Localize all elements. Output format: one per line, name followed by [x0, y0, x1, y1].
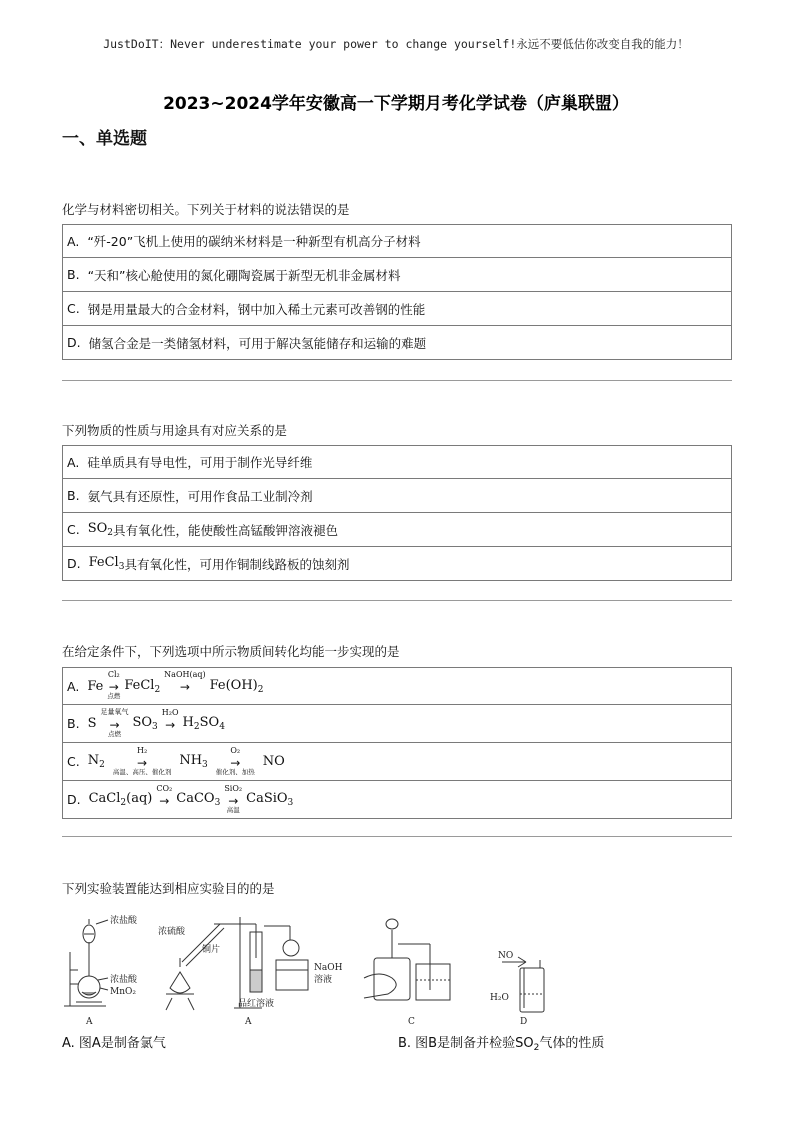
q1-option-b[interactable]	[62, 258, 732, 292]
formula	[89, 555, 125, 572]
subscript: 3	[118, 562, 125, 572]
option-text: 钢是用量最大的合金材料，钢中加入稀土元素可改善钢的性能	[87, 301, 426, 317]
label-mno2: MnO₂	[110, 987, 136, 997]
reagent: Cl₂	[107, 670, 120, 679]
substance	[89, 791, 153, 808]
subscript: 2	[193, 722, 200, 732]
q3-option-c[interactable]	[62, 743, 732, 781]
q1-option-a[interactable]	[62, 224, 732, 258]
option-letter: D.	[67, 335, 81, 350]
question-1-stem: 化学与材料密切相关。下列关于材料的说法错误的是	[62, 202, 350, 217]
formula-text: N	[87, 753, 100, 768]
subscript: 2	[107, 528, 114, 538]
page-title: 2023~2024学年安徽高一下学期月考化学试卷（庐巢联盟）	[163, 94, 629, 114]
question-1-options	[62, 224, 732, 360]
section-title: 一、单选题	[62, 129, 147, 149]
condition: 高温、高压、催化剂	[112, 767, 172, 776]
figure-a-chlorine-apparatus	[64, 919, 108, 1006]
question-3-stem: 在给定条件下，下列选项中所示物质间转化均能一步实现的是	[62, 644, 400, 659]
reagent: NaOH(aq)	[164, 670, 206, 679]
q2-option-d[interactable]	[62, 547, 732, 581]
subscript: 3	[214, 798, 221, 808]
subscript: 3	[202, 760, 208, 770]
q3-option-a[interactable]	[62, 667, 732, 705]
option-letter: C.	[67, 522, 80, 537]
arrow-icon: →	[109, 717, 120, 732]
option-letter: C.	[67, 301, 80, 316]
formula-text: CaCl	[88, 791, 121, 806]
label-solution: 溶液	[314, 975, 333, 985]
formula-text: FeCl	[124, 677, 155, 693]
label-conc-h2so4: 浓硫酸	[158, 927, 186, 937]
q2-option-a[interactable]	[62, 445, 732, 479]
option-letter: B.	[67, 267, 80, 282]
condition: 高温	[226, 805, 240, 814]
option-text: 具有氧化性，可用作铜制线路板的蚀刻剂	[124, 556, 350, 572]
substance	[88, 753, 105, 770]
figure-label-c: C	[408, 1017, 415, 1027]
divider	[62, 600, 732, 601]
substance: NO	[262, 754, 285, 769]
header-motto: JustDoIT：Never underestimate your power to change yourself!永远不要低估你改变自我的能力！	[103, 37, 689, 51]
subscript: 2	[154, 684, 161, 695]
question-4-stem: 下列实验装置能达到相应实验目的的是	[62, 881, 275, 896]
question-2-stem: 下列物质的性质与用途具有对应关系的是	[62, 423, 288, 438]
option-letter: C.	[67, 754, 80, 769]
divider	[62, 380, 732, 381]
figure-label-d: D	[520, 1017, 528, 1027]
formula-text: (aq)	[126, 791, 153, 806]
formula-text: CaCO	[176, 791, 215, 806]
arrow-icon: →	[137, 755, 148, 770]
label-naoh: NaOH	[314, 963, 343, 973]
q3-option-d[interactable]	[62, 781, 732, 819]
formula-text: H	[182, 715, 194, 730]
q4-option-a[interactable]: A. 图A是制备氯气	[62, 1036, 166, 1051]
reagent: SiO₂	[224, 783, 243, 793]
substance	[176, 791, 220, 808]
option-text: 硅单质具有导电性，可用于制作光导纤维	[87, 455, 313, 470]
label-conc-hcl-2: 浓盐酸	[110, 975, 138, 985]
figure-c-apparatus	[364, 919, 450, 1000]
arrow-icon: →	[108, 680, 119, 694]
substance	[246, 791, 293, 808]
option-text: B. 图B是制备并检验SO	[398, 1036, 534, 1051]
q2-option-c[interactable]	[62, 513, 732, 547]
figure-d-apparatus	[502, 957, 544, 1012]
figure-label-a2: A	[245, 1017, 252, 1027]
subscript: 2	[120, 798, 127, 808]
option-text: “歼-20”飞机上使用的碳纳米材料是一种新型有机高分子材料	[87, 234, 421, 249]
option-letter: D.	[67, 556, 81, 571]
reagent: CO₂	[156, 783, 173, 793]
substance	[179, 753, 207, 770]
substance: Fe	[87, 678, 104, 694]
arrow-icon: →	[228, 793, 239, 808]
reaction-arrow	[100, 709, 128, 739]
option-text: 储氢合金是一类储氢材料，可用于解决氢能储存和运输的难题	[88, 335, 427, 351]
option-letter: B.	[67, 488, 80, 503]
label-copper: 铜片	[202, 945, 221, 955]
label-magenta: 品红溶液	[238, 999, 275, 1009]
substance	[183, 715, 225, 732]
option-text: 具有氧化性，能使酸性高锰酸钾溶液褪色	[113, 522, 339, 538]
arrow-icon: →	[230, 755, 241, 770]
formula	[88, 521, 113, 538]
formula-text: NH	[179, 753, 203, 768]
subscript: 3	[152, 722, 158, 732]
arrow-icon: →	[165, 717, 176, 732]
reaction-arrow	[113, 747, 172, 777]
subscript: 2	[99, 760, 105, 770]
label-h2o: H₂O	[490, 993, 509, 1003]
option-letter: A.	[67, 233, 80, 249]
option-letter: B.	[67, 716, 80, 731]
formula-text: FeCl	[88, 555, 119, 570]
reaction-arrow	[224, 785, 242, 815]
label-conc-hcl: 浓盐酸	[110, 916, 138, 926]
condition: 催化剂、加热	[215, 767, 255, 776]
subscript: 3	[287, 798, 294, 808]
question-2-options	[62, 445, 732, 581]
option-letter: A.	[67, 678, 80, 694]
condition: 点燃	[107, 729, 121, 738]
subscript: 2	[257, 684, 264, 695]
figure-label-a: A	[86, 1017, 93, 1027]
q4-option-b[interactable]	[398, 1032, 604, 1053]
q1-option-c[interactable]	[62, 292, 732, 326]
substance: S	[87, 716, 97, 731]
reagent: 足量氧气	[100, 707, 129, 716]
option-text: 气体的性质	[539, 1036, 605, 1051]
option-text: 氨气具有还原性，可用作食品工业制冷剂	[87, 488, 313, 504]
substance	[210, 678, 264, 695]
condition: 点燃	[107, 692, 121, 700]
option-letter: D.	[67, 792, 81, 807]
reaction-arrow	[164, 671, 205, 701]
label-no: NO	[498, 951, 514, 961]
option-text: “天和”核心舱使用的氮化硼陶瓷属于新型无机非金属材料	[87, 267, 401, 283]
formula-text: SO	[132, 715, 153, 730]
reaction-arrow	[216, 747, 255, 777]
arrow-icon: →	[159, 793, 170, 808]
q1-option-d[interactable]	[62, 326, 732, 360]
question-3-options	[62, 667, 732, 819]
formula-text: SO	[87, 521, 108, 536]
formula-text: CaSiO	[246, 791, 288, 806]
q3-option-b[interactable]	[62, 705, 732, 743]
option-letter: A.	[67, 454, 80, 470]
reaction-arrow	[107, 671, 120, 701]
apparatus-figures	[62, 912, 562, 1030]
arrow-icon: →	[179, 680, 190, 694]
formula-text: SO	[199, 715, 220, 730]
reagent: H₂	[136, 745, 148, 755]
reaction-arrow	[156, 785, 172, 815]
figure-b-so2-apparatus	[166, 917, 308, 1010]
substance	[124, 678, 160, 695]
subscript: 2	[533, 1043, 540, 1053]
formula-text: Fe(OH)	[209, 677, 258, 693]
reagent: O₂	[230, 745, 241, 755]
subscript: 4	[219, 722, 225, 732]
substance	[132, 715, 157, 732]
reaction-arrow	[162, 709, 179, 739]
q2-option-b[interactable]	[62, 479, 732, 513]
divider	[62, 836, 732, 837]
reagent: H₂O	[161, 707, 179, 717]
